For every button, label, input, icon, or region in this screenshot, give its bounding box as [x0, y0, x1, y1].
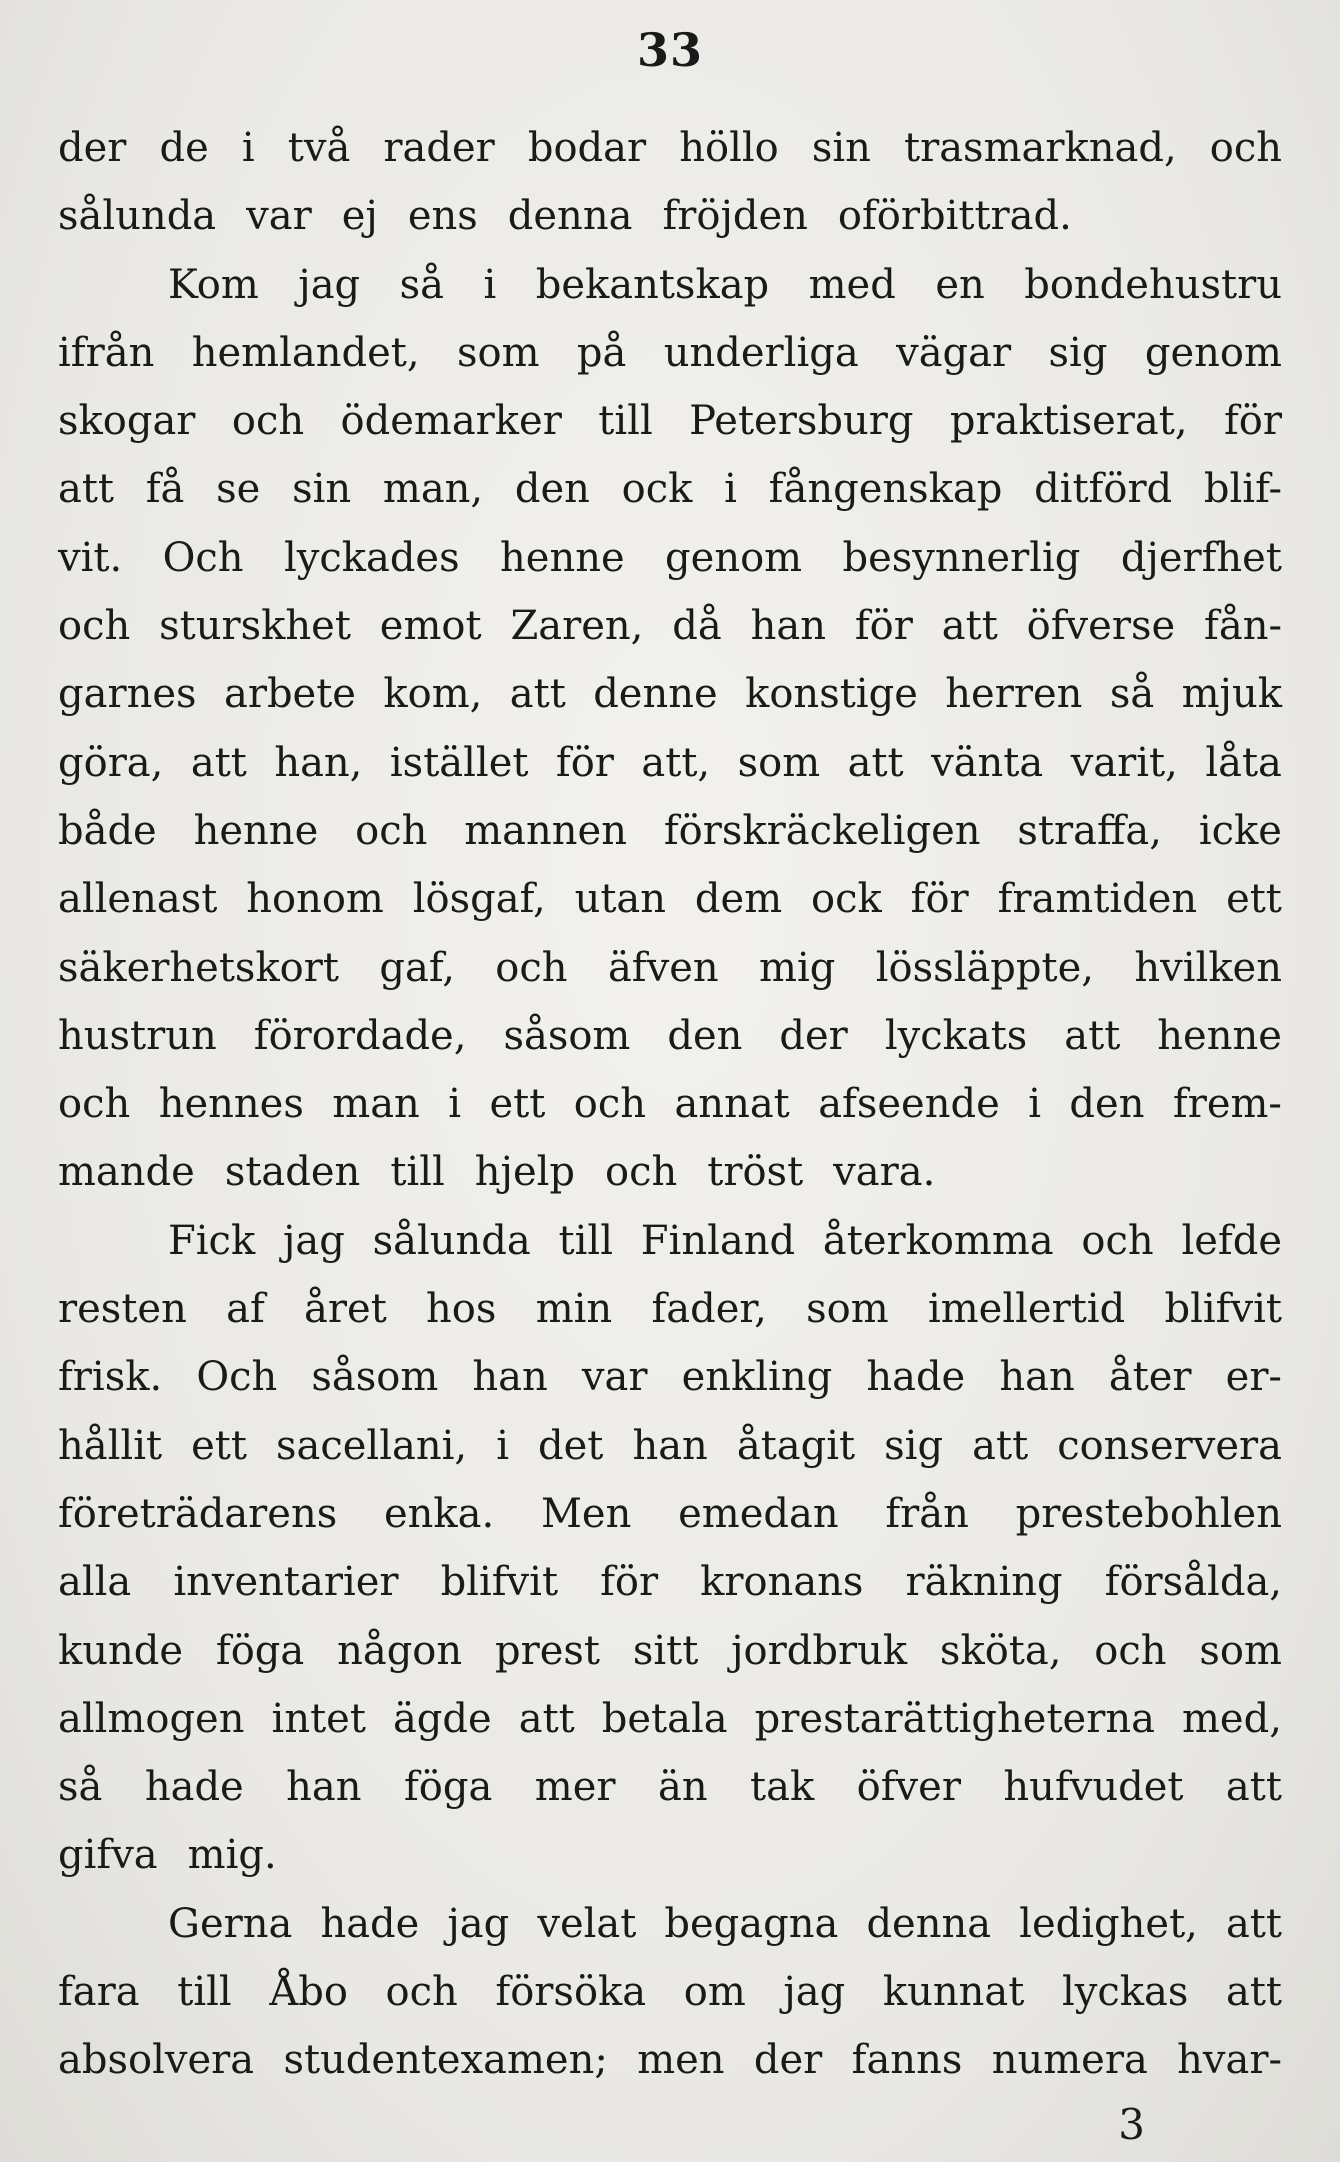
word: han [750, 603, 826, 650]
word: Petersburg [689, 398, 914, 445]
word: sålunda [372, 1217, 531, 1264]
word: denna [866, 1900, 992, 1947]
word: denna [507, 193, 633, 240]
word: som [737, 739, 821, 786]
word: genom [1144, 329, 1282, 376]
word: med [808, 261, 896, 308]
word: staden [224, 1149, 361, 1196]
word: han [632, 1422, 708, 1469]
word: alla [58, 1559, 132, 1606]
word: lefde [1181, 1217, 1282, 1264]
word: som [1199, 1627, 1282, 1674]
word: i [241, 125, 255, 171]
word: i [483, 261, 497, 308]
word: att [847, 739, 904, 786]
word: bekantskap [535, 261, 770, 308]
text-line [58, 1002, 1282, 1070]
word: mig. [187, 1832, 277, 1879]
text-line [58, 1685, 1282, 1753]
word: sin [292, 466, 352, 513]
signature-mark: 3 [1118, 2100, 1145, 2149]
text-line [58, 319, 1282, 387]
word: han [999, 1354, 1075, 1401]
word: blif- [1203, 466, 1282, 513]
word: ifrån [58, 329, 155, 376]
word: att [941, 603, 998, 650]
word: betala [601, 1695, 728, 1742]
word: den [514, 466, 590, 513]
word: företrädarens [58, 1490, 338, 1537]
word: hade [144, 1764, 244, 1811]
word: conservera [1057, 1422, 1282, 1469]
word: varit, [1070, 739, 1178, 786]
word: istället [389, 739, 529, 786]
word: och [573, 1081, 647, 1128]
word: lyckades [283, 534, 460, 581]
word: vit. [58, 534, 123, 581]
text-line [58, 1275, 1282, 1343]
word: än [657, 1764, 708, 1811]
word: ock [811, 876, 882, 923]
word: herren [945, 671, 1083, 718]
word: tak [750, 1764, 815, 1811]
text-line [58, 387, 1282, 455]
word: velat [537, 1900, 637, 1947]
text-line [58, 2026, 1282, 2094]
text-line [58, 182, 1282, 250]
word: i [724, 466, 737, 513]
word: att [58, 466, 114, 513]
word: utan [574, 876, 667, 923]
word: studentexamen; [283, 2037, 608, 2084]
word: och [355, 807, 428, 854]
word: gifva [58, 1832, 158, 1879]
word: han [286, 1764, 362, 1811]
word: föga [404, 1764, 493, 1811]
word: emedan [678, 1490, 839, 1537]
word: både [58, 807, 157, 854]
word: denne [593, 671, 718, 718]
word: vara. [833, 1149, 936, 1196]
word: lösgaf, [412, 876, 546, 923]
word: så [1109, 671, 1155, 718]
body-text [58, 114, 1282, 2095]
text-line [58, 1207, 1282, 1275]
word: fångenskap [768, 466, 1003, 513]
word: att [509, 671, 566, 718]
word: för [600, 1559, 659, 1606]
word: begagna [664, 1900, 839, 1947]
word: lössläppte, [875, 944, 1094, 991]
word: der [753, 2037, 823, 2084]
word: få [145, 466, 185, 513]
word: ens [407, 193, 478, 240]
word: Åbo [269, 1969, 348, 2016]
word: kom, [383, 671, 483, 718]
word: henne [1157, 1012, 1282, 1059]
word: arbete [223, 671, 356, 718]
word: tröst [707, 1149, 804, 1196]
word: säkerhetskort [58, 944, 339, 991]
word: sin [811, 125, 871, 171]
word: kronans [700, 1559, 864, 1606]
word: oförbittrad. [837, 193, 1072, 240]
word: två [287, 125, 351, 171]
word: prest [494, 1627, 600, 1674]
word: ägde [392, 1695, 492, 1742]
word: och [58, 603, 131, 650]
word: hufvudet [1003, 1764, 1184, 1811]
word: låta [1205, 739, 1282, 786]
word: men [637, 2037, 725, 2084]
word: min [535, 1286, 613, 1333]
word: räkning [905, 1559, 1063, 1606]
word: hvilken [1134, 944, 1282, 991]
word: blifvit [1164, 1286, 1282, 1333]
text-line [58, 592, 1282, 660]
word: blifvit [440, 1559, 559, 1606]
word: allmogen [58, 1695, 245, 1742]
word: lyckats [884, 1012, 1028, 1059]
word: enka. [384, 1490, 495, 1537]
text-line [58, 1480, 1282, 1548]
word: sig [884, 1422, 944, 1469]
word: straffa, [1017, 807, 1162, 854]
word: hustrun [58, 1012, 217, 1059]
page-number: 33 [636, 23, 703, 77]
word: fån- [1204, 603, 1282, 650]
word: enkling [681, 1354, 833, 1401]
text-line [58, 1617, 1282, 1685]
word: kunnat [882, 1969, 1025, 2016]
word: med, [1182, 1695, 1282, 1742]
text-line [58, 1070, 1282, 1138]
word: han [472, 1354, 548, 1401]
word: jag [282, 1217, 345, 1264]
word: ock [621, 466, 693, 513]
word: Fick [168, 1217, 256, 1264]
word: er- [1225, 1354, 1282, 1401]
word: och [1209, 125, 1282, 171]
word: prestarättigheterna [754, 1695, 1155, 1742]
word: äfven [607, 944, 719, 991]
word: praktiserat, [949, 398, 1188, 445]
word: så [399, 261, 444, 308]
word: åtagit [736, 1422, 856, 1469]
word: skogar [58, 398, 196, 445]
word: sturskhet [159, 603, 351, 650]
word: genom [665, 534, 803, 581]
word: konstige [745, 671, 918, 718]
word: i [1028, 1081, 1041, 1128]
word: mande [58, 1149, 195, 1196]
word: förordade, [253, 1012, 467, 1059]
word: så [58, 1764, 103, 1811]
word: Finland [640, 1217, 796, 1264]
word: var [581, 1354, 648, 1401]
word: der [58, 125, 127, 171]
word: af [226, 1286, 265, 1333]
word: att [190, 739, 247, 786]
word: de [159, 125, 209, 171]
word: och [385, 1969, 458, 2016]
word: på [576, 329, 627, 376]
word: hennes [158, 1081, 304, 1128]
word: jag [298, 261, 361, 308]
word: ej [341, 193, 378, 240]
word: henne [193, 807, 319, 854]
word: inventarier [173, 1559, 399, 1606]
word: såsom [311, 1354, 439, 1401]
word: rader [383, 125, 495, 171]
word: och [495, 944, 568, 991]
word: afseende [818, 1081, 1000, 1128]
word: någon [337, 1627, 463, 1674]
word: åter [1108, 1354, 1192, 1401]
word: fröjden [662, 193, 808, 240]
word: mig [759, 944, 836, 991]
word: lyckas [1061, 1969, 1189, 2016]
word: ett [1226, 876, 1282, 923]
word: till [558, 1217, 613, 1264]
word: då [672, 603, 722, 650]
word: var [246, 193, 312, 240]
word: frem- [1172, 1081, 1282, 1128]
word: hvar- [1177, 2037, 1282, 2084]
word: Och [162, 534, 244, 581]
word: återkomma [822, 1217, 1054, 1264]
word: till [390, 1149, 445, 1196]
word: sig [1048, 329, 1108, 376]
word: som [806, 1286, 889, 1333]
text-line [58, 1753, 1282, 1821]
text-line [58, 797, 1282, 865]
word: om [683, 1969, 746, 2016]
word: underliga [663, 329, 859, 376]
word: Och [196, 1354, 278, 1401]
text-line [58, 114, 1282, 182]
word: hållit [58, 1422, 163, 1469]
word: mjuk [1181, 671, 1282, 718]
word: i [448, 1081, 462, 1128]
word: trasmarknad, [904, 125, 1177, 171]
word: ett [489, 1081, 546, 1128]
word: Kom [168, 261, 259, 308]
word: att [1225, 1900, 1282, 1947]
text-line [58, 1412, 1282, 1480]
word: bondehustru [1024, 261, 1282, 308]
word: fara [58, 1969, 140, 2016]
word: att [972, 1422, 1029, 1469]
word: Men [540, 1490, 632, 1537]
word: absolvera [58, 2037, 255, 2084]
word: prestebohlen [1015, 1490, 1282, 1537]
word: djerfhet [1120, 534, 1282, 581]
word: hade [866, 1354, 966, 1401]
text-line [58, 660, 1282, 728]
word: intet [271, 1695, 366, 1742]
word: hade [320, 1900, 420, 1947]
word: sköta, [939, 1627, 1062, 1674]
text-line [58, 524, 1282, 592]
text-line [58, 1890, 1282, 1958]
word: som [456, 329, 540, 376]
word: man, [382, 466, 484, 513]
text-line [58, 1138, 1282, 1206]
word: att, [641, 739, 711, 786]
word: imellertid [927, 1286, 1126, 1333]
word: jag [447, 1900, 510, 1947]
word: öfverse [1026, 603, 1176, 650]
word: och [1081, 1217, 1154, 1264]
word: henne [500, 534, 625, 581]
word: han, [274, 739, 363, 786]
word: numera [991, 2037, 1148, 2084]
text-line [58, 1548, 1282, 1616]
word: i [496, 1422, 509, 1469]
word: den [1069, 1081, 1145, 1128]
text-line [58, 1958, 1282, 2026]
word: att [1064, 1012, 1121, 1059]
word: att [1225, 1764, 1282, 1811]
word: fader, [651, 1286, 767, 1333]
word: göra, [58, 739, 164, 786]
word: från [885, 1490, 969, 1537]
word: för [1223, 398, 1282, 445]
word: hjelp [474, 1149, 576, 1196]
word: till [598, 398, 653, 445]
word: frisk. [58, 1354, 163, 1401]
word: fanns [851, 2037, 963, 2084]
word: Zaren, [510, 603, 644, 650]
word: ett [191, 1422, 247, 1469]
word: jordbruk [731, 1627, 908, 1674]
word: och [1094, 1627, 1167, 1674]
word: se [216, 466, 261, 513]
text-line [58, 1343, 1282, 1411]
word: året [304, 1286, 387, 1333]
word: och [58, 1081, 131, 1128]
text-line [58, 729, 1282, 797]
word: till [177, 1969, 232, 2016]
word: en [935, 261, 985, 308]
word: och [231, 398, 305, 445]
word: mer [534, 1764, 616, 1811]
word: föga [215, 1627, 305, 1674]
word: hemlandet, [191, 329, 420, 376]
word: för [910, 876, 969, 923]
word: sacellani, [275, 1422, 468, 1469]
word: såsom [503, 1012, 631, 1059]
word: öfver [856, 1764, 961, 1811]
word: vänta [931, 739, 1044, 786]
word: icke [1198, 807, 1282, 854]
word: gaf, [379, 944, 455, 991]
word: garnes [58, 671, 197, 718]
text-line [58, 865, 1282, 933]
word: hos [426, 1286, 497, 1333]
word: kunde [58, 1627, 184, 1674]
text-line [58, 934, 1282, 1002]
text-line [58, 455, 1282, 523]
word: resten [58, 1286, 187, 1333]
word: dem [694, 876, 783, 923]
word: bodar [527, 125, 647, 171]
word: vägar [896, 329, 1012, 376]
word: höllo [679, 125, 779, 171]
word: ödemarker [340, 398, 562, 445]
word: och [605, 1149, 678, 1196]
word: mannen [464, 807, 627, 854]
word: för [854, 603, 913, 650]
word: jag [783, 1969, 846, 2016]
word: Gerna [168, 1900, 293, 1947]
word: framtiden [997, 876, 1198, 923]
word: försöka [495, 1969, 647, 2016]
word: emot [379, 603, 482, 650]
word: annat [674, 1081, 790, 1128]
word: förskräckeligen [663, 807, 981, 854]
word: allenast [58, 876, 218, 923]
word: försålda, [1104, 1559, 1282, 1606]
word: honom [246, 876, 384, 923]
word: der [779, 1012, 848, 1059]
word: att [518, 1695, 575, 1742]
word: man [332, 1081, 420, 1128]
text-line [58, 251, 1282, 319]
word: det [538, 1422, 604, 1469]
text-line [58, 1821, 1282, 1889]
word: ledighet, [1019, 1900, 1198, 1947]
word: att [1225, 1969, 1282, 2016]
word: sitt [632, 1627, 699, 1674]
word: för [555, 739, 614, 786]
word: den [667, 1012, 743, 1059]
word: sålunda [58, 193, 217, 240]
word: besynnerlig [842, 534, 1081, 581]
word: ditförd [1034, 466, 1173, 513]
